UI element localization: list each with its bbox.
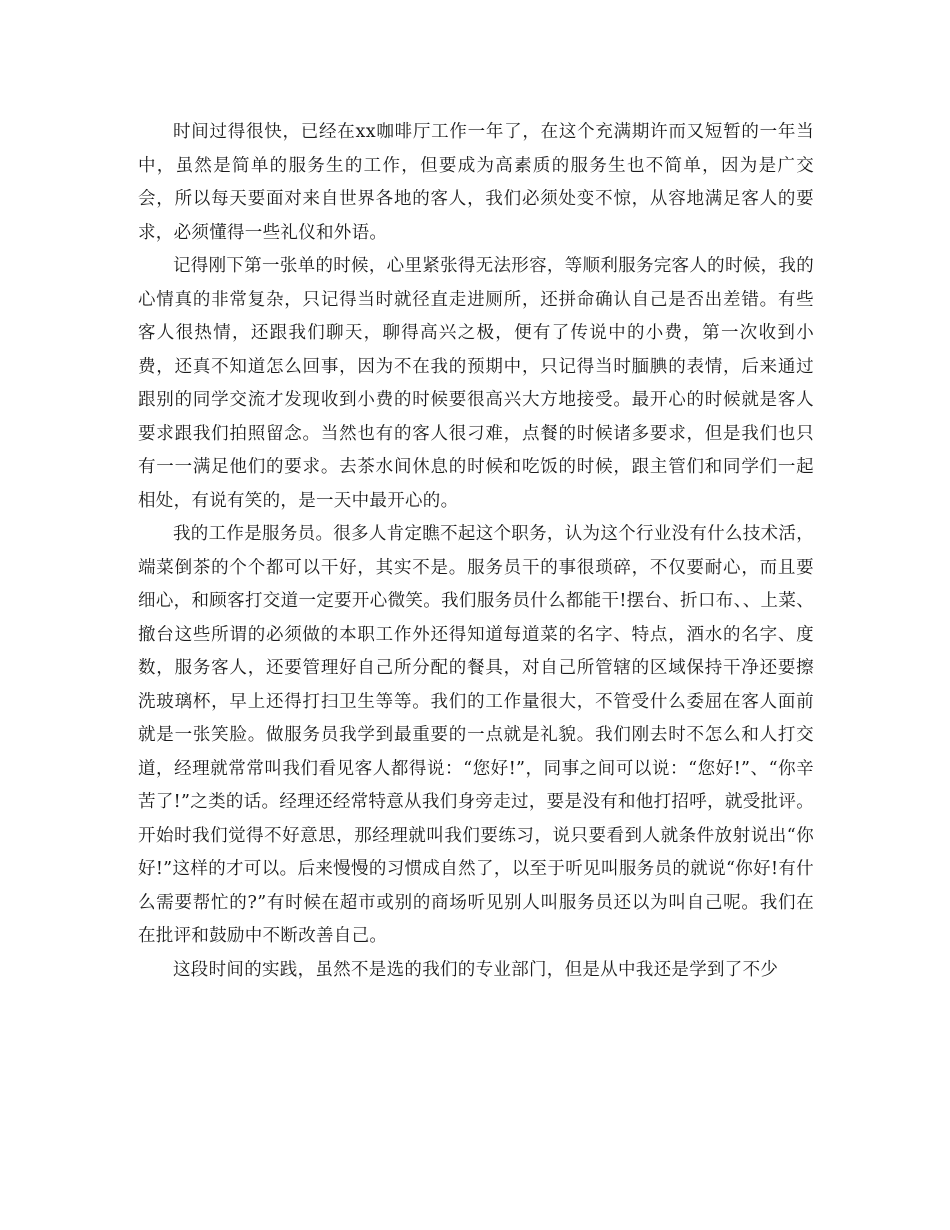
paragraph-1: 时间过得很快，已经在xx咖啡厅工作一年了，在这个充满期许而又短暂的一年当中，虽然是简单的服务生的工作，但要成为高素质的服务生也不简单，因为是广交会，所以每天要面对来自世界各地的客人，我们必须处变不惊，从容地满足客人的要求，必须懂得一些礼仪和外语。: [138, 122, 814, 243]
paragraph-2: 记得刚下第一张单的时候，心里紧张得无法形容，等顺利服务完客人的时候，我的心情真的非常复杂，只记得当时就径直走进厕所，还拼命确认自己是否出差错。有些客人很热情，还跟我们聊天，聊得高兴之极，便有了传说中的小费，第一次收到小费，还真不知道怎么回事，因为不在我的预期中，只记得当时腼腆的表情，后来通过跟别的同学交流才发现收到小费的时候要很高兴大方地接受。最开心的时候就是客人要求跟我们拍照留念。当然也有的客人很刁难，点餐的时候诸多要求，但是我们也只有一一满足他们的要求。去茶水间休息的时候和吃饭的时候，跟主管们和同学们一起相处，有说有笑的，是一天中最开心的。: [138, 256, 814, 511]
paragraph-4: 这段时间的实践，虽然不是选的我们的专业部门，但是从中我还是学到了不少: [173, 959, 779, 980]
document-body: [138, 116, 814, 987]
paragraph-3: 我的工作是服务员。很多人肯定瞧不起这个职务，认为这个行业没有什么技术活，端菜倒茶的个个都可以干好，其实不是。服务员干的事很琐碎，不仅要耐心，而且要细心，和顾客打交道一定要开心微笑。我们服务员什么都能干!摆台、折口布、、上菜、撤台这些所谓的必须做的本职工作外还得知道每道菜的名字、特点，酒水的名字、度数，服务客人，还要管理好自己所分配的餐具，对自己所管辖的区域保持干净还要擦洗玻璃杯，早上还得打扫卫生等等。我们的工作量很大，不管受什么委屈在客人面前就是一张笑脸。做服务员我学到最重要的一点就是礼貌。我们刚去时不怎么和人打交道，经理就常常叫我们看见客人都得说：“您好!”，同事之间可以说：“您好!”、“你辛苦了!”之类的话。经理还经常特意从我们身旁走过，要是没有和他打招呼，就受批评。开始时我们觉得不好意思，那经理就叫我们要练习，说只要看到人就条件放射说出“你好!”这样的才可以。后来慢慢的习惯成自然了，以至于听见叫服务员的就说“你好!有什么需要帮忙的?”有时候在超市或别的商场听见别人叫服务员还以为叫自己呢。我们在在批评和鼓励中不断改善自己。: [138, 524, 814, 946]
